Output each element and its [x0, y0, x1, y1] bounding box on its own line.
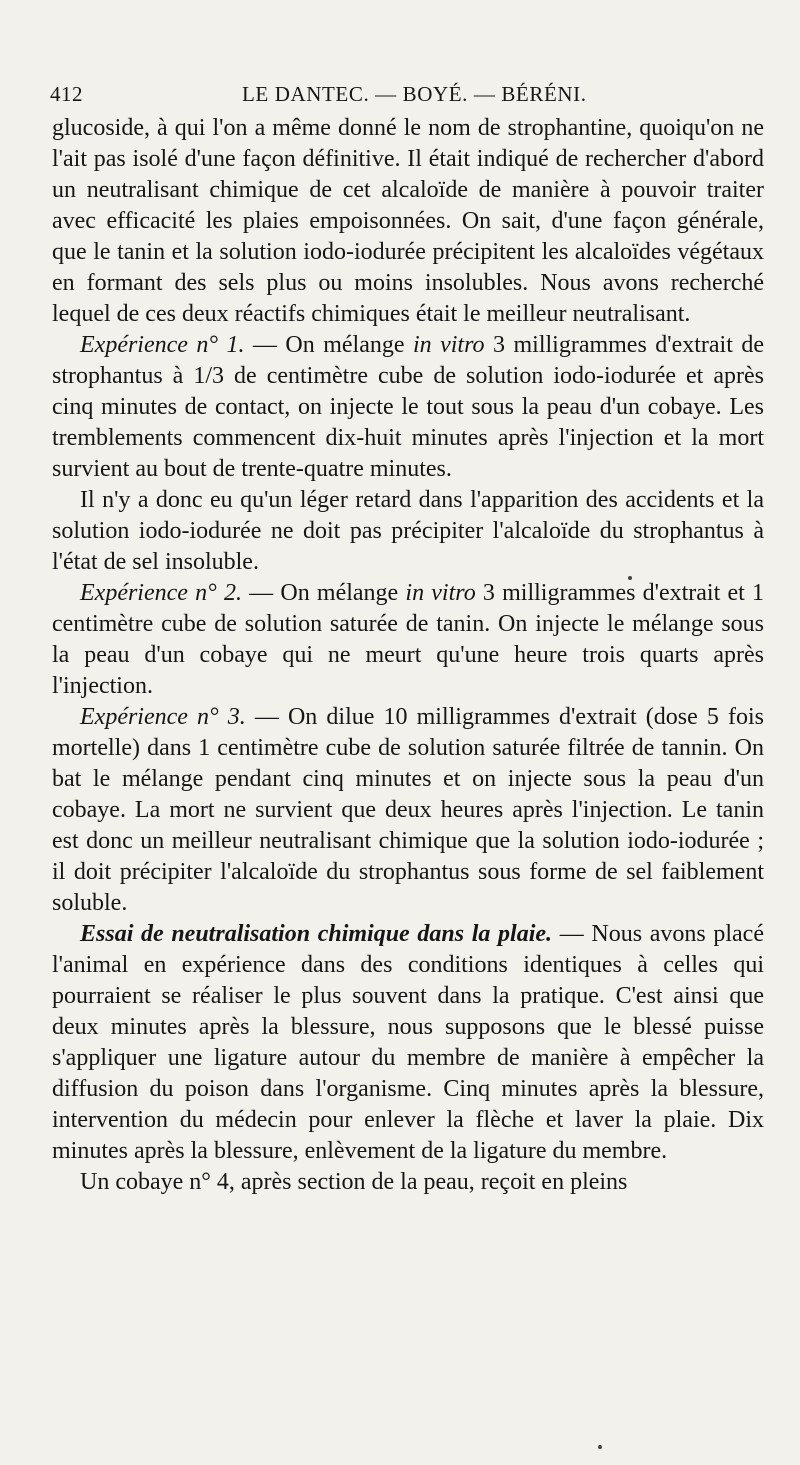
paragraph-text: — Nous avons placé l'animal en expérience dans des conditions identiques à celles qui pourraient se réaliser le plus souvent dans la pratique. C'est ainsi que deux minutes après la blessure, nous supposons que le blessé puisse s'appliquer une ligature autour du membre de manière à empêcher la diffusion du poison dans l'organisme. Cinq minutes après la blessure, intervention du médecin pour enlever la flèche et laver la plaie. Dix minutes après la blessure, enlèvement de la ligature du membre.	[52, 921, 764, 1164]
print-speck	[628, 576, 632, 580]
paragraph-text: — On mélange	[241, 580, 406, 606]
experience-heading: Expérience n° 1.	[80, 332, 245, 358]
paragraph-experience-3	[52, 702, 764, 919]
experience-heading: Expérience n° 2.	[80, 580, 242, 606]
print-speck	[598, 1445, 602, 1449]
paragraph-text: Il n'y a donc eu qu'un léger retard dans l'apparition des accidents et la solution iodo-iodurée ne doit pas précipiter l'alcaloïde du strophantus à l'état de sel insoluble.	[52, 487, 764, 575]
latin-phrase: in vitro	[405, 580, 476, 606]
page-header	[50, 82, 760, 112]
section-heading: Essai de neutralisation chimique dans la plaie.	[80, 921, 553, 947]
body-text	[52, 113, 764, 1198]
latin-phrase: in vitro	[412, 332, 485, 358]
paragraph-conclusion-1	[52, 485, 764, 578]
paragraph-experience-2	[52, 578, 764, 702]
paragraph-text: 3 milligrammes d'extrait de strophantus à 1/3 de centimètre cube de solution iodo-iodurée et après cinq minutes de contact, on injecte le tout sous la peau d'un cobaye. Les tremblements commencent dix-huit minutes après l'injection et la mort survient au bout de trente-quatre minutes.	[52, 332, 765, 482]
experience-heading: Expérience n° 3.	[80, 704, 246, 730]
page-number: 412	[50, 82, 83, 106]
paragraph-neutralisation	[52, 919, 764, 1167]
paragraph-text: glucoside, à qui l'on a même donné le nom de strophantine, quoiqu'on ne l'ait pas isolé d'une façon définitive. Il était indiqué de rechercher d'abord un neutralisant chimique de cet alcaloïde de manière à pouvoir traiter avec efficacité les plaies empoisonnées. On sait, d'une façon générale, que le tanin et la solution iodo-iodurée précipitent les alcaloïdes végétaux en formant des sels plus ou moins insolubles. Nous avons recherché lequel de ces deux réactifs chimiques était le meilleur neutralisant.	[52, 115, 764, 327]
paragraph-experience-1	[52, 330, 764, 485]
paragraph-intro	[52, 113, 764, 330]
paragraph-text: — On dilue 10 milligrammes d'extrait (dose 5 fois mortelle) dans 1 centimètre cube de solution saturée filtrée de tannin. On bat le mélange pendant cinq minutes et on injecte sous la peau d'un cobaye. La mort ne survient que deux heures après l'injection. Le tanin est donc un meilleur neutralisant chimique que la solution iodo-iodurée ; il doit précipiter l'alcaloïde du strophantus sous forme de sel faiblement soluble.	[52, 704, 764, 916]
paragraph-text: Un cobaye n° 4, après section de la peau, reçoit en pleins	[80, 1169, 628, 1195]
paragraph-cobaye-4	[52, 1167, 764, 1198]
paragraph-text: — On mélange	[244, 332, 413, 358]
paragraph-text: 3 milligrammes d'extrait et 1 centimètre cube de solution saturée de tanin. On injecte le mélange sous la peau d'un cobaye qui ne meurt qu'une heure trois quarts après l'injection.	[52, 580, 765, 699]
running-head: LE DANTEC. — BOYÉ. — BÉRÉNI.	[242, 82, 587, 106]
